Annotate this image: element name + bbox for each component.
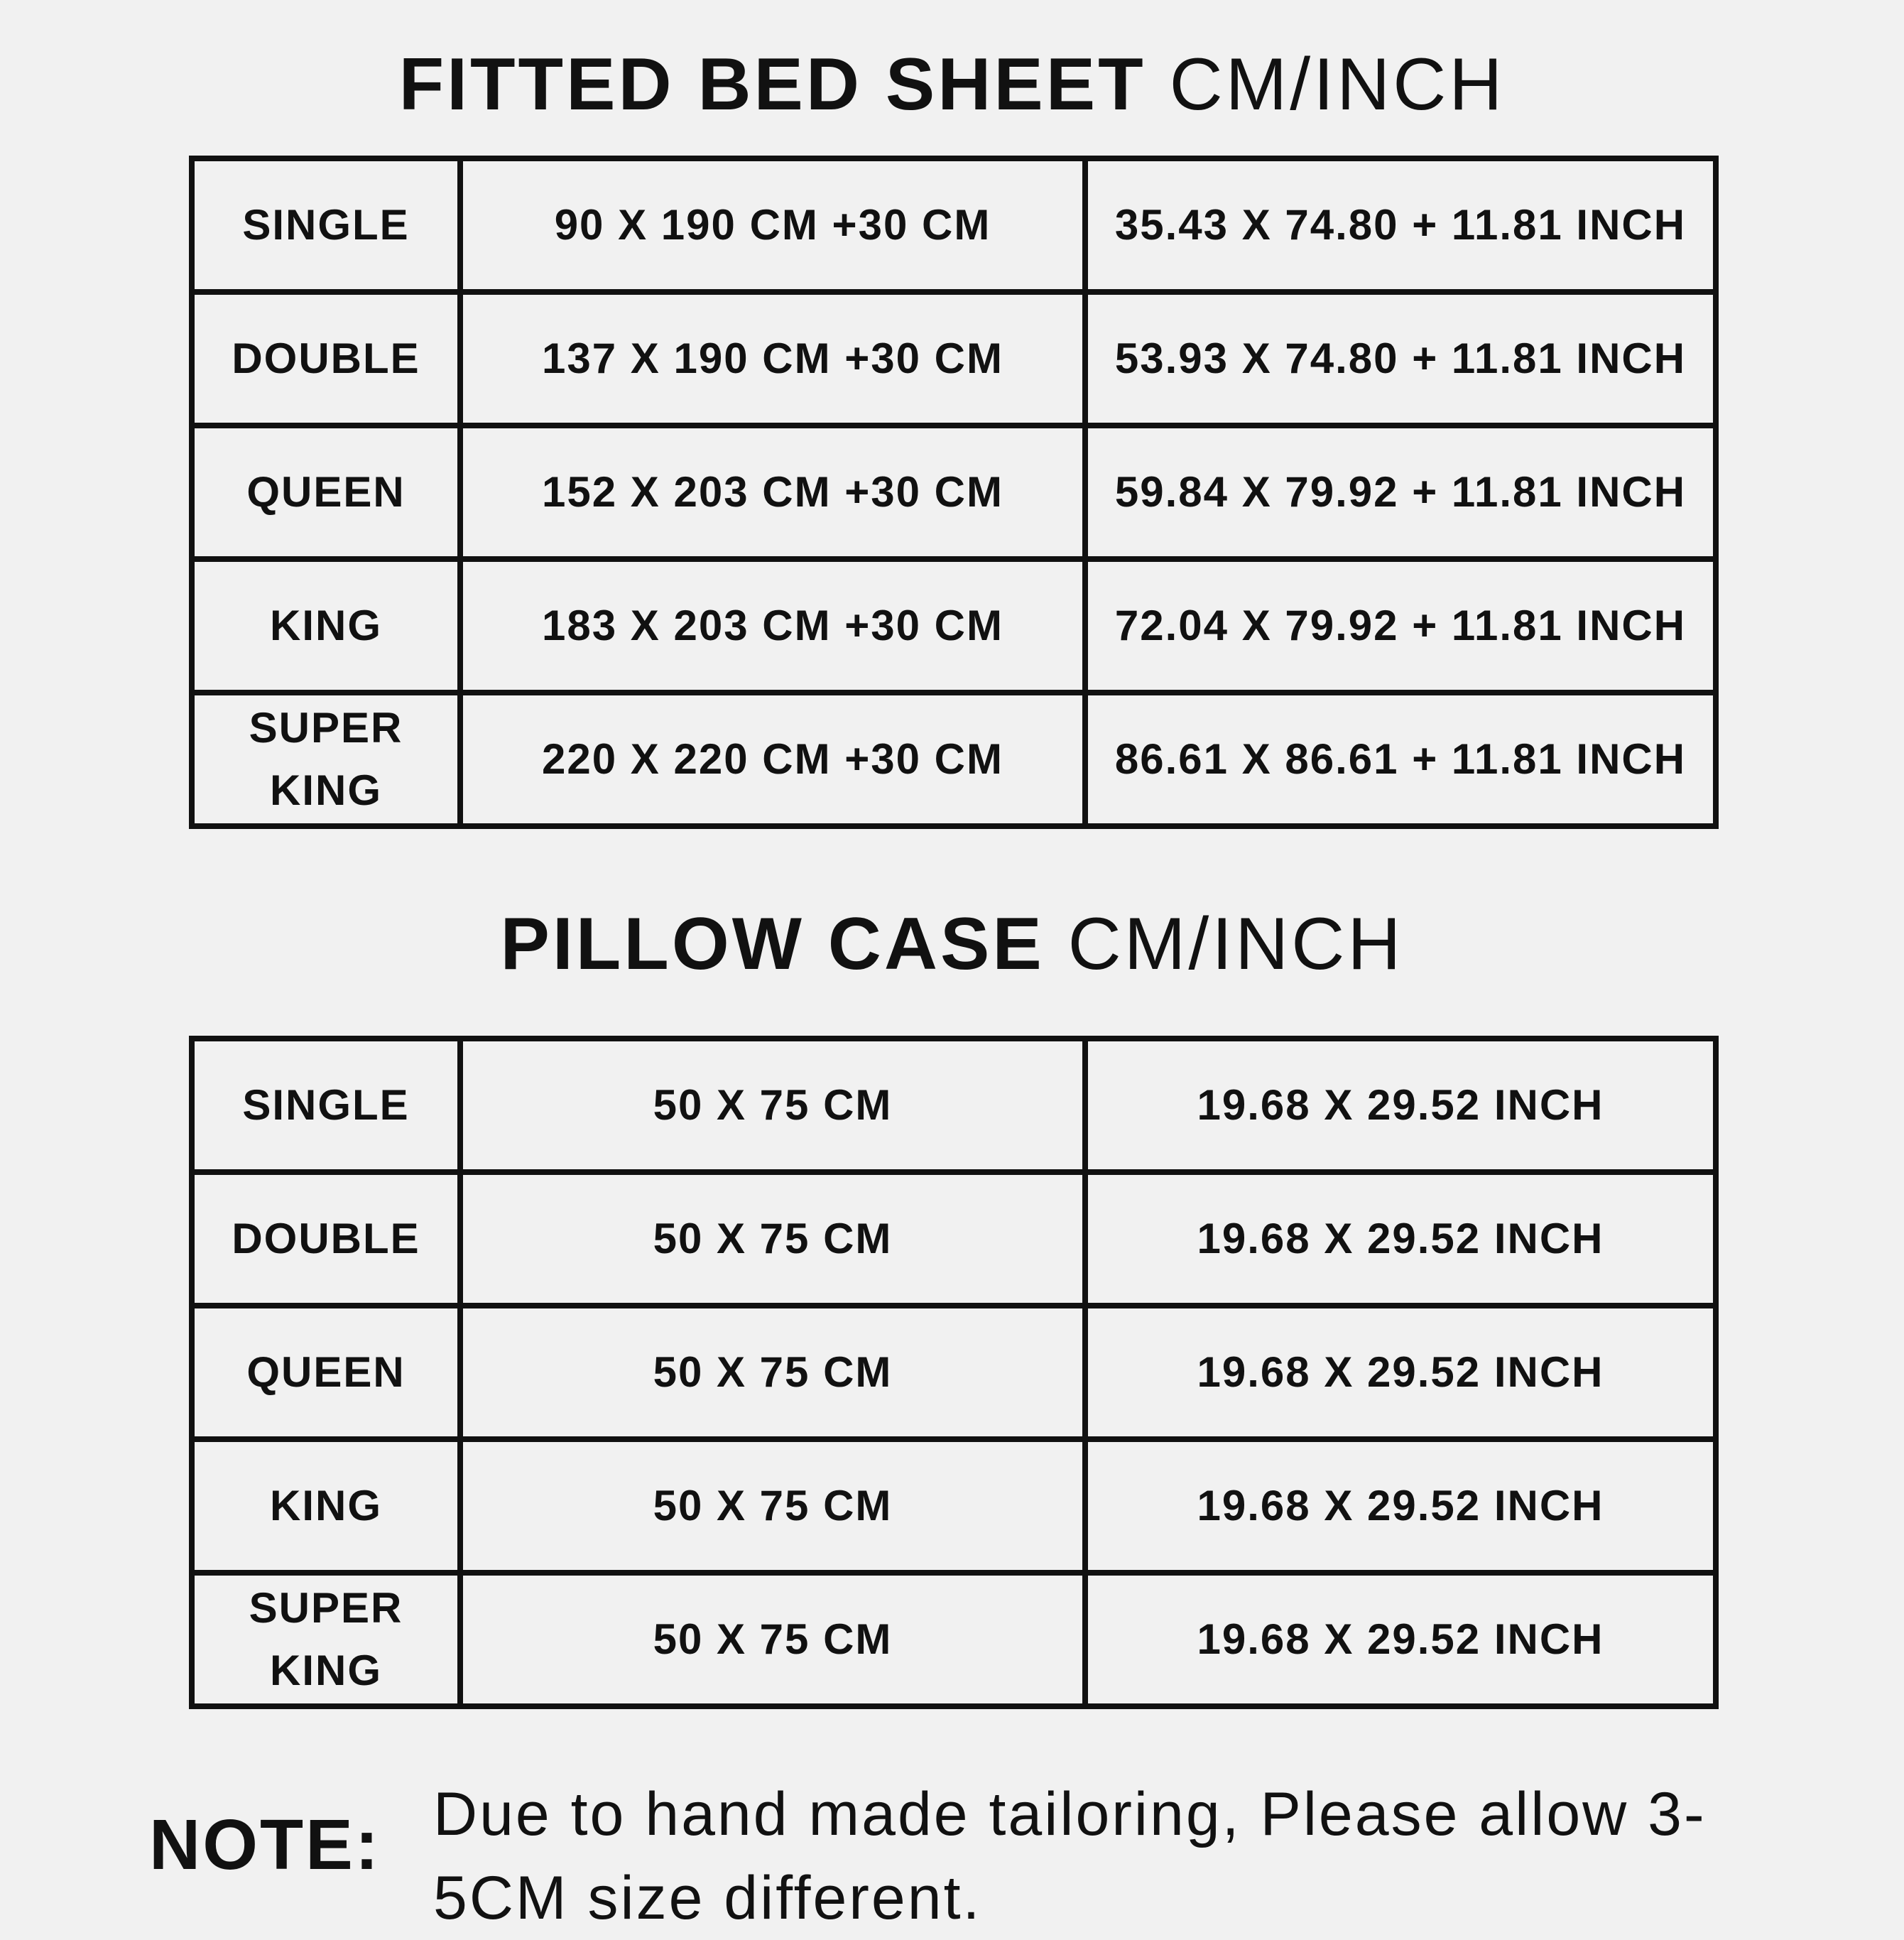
table-row	[192, 292, 1716, 426]
size-name-cell: SINGLE	[192, 158, 460, 292]
table-row	[192, 426, 1716, 559]
size-name-cell: DOUBLE	[192, 1172, 460, 1306]
cm-cell: 50 X 75 CM	[460, 1439, 1085, 1573]
cm-cell: 220 X 220 CM +30 CM	[460, 693, 1085, 826]
fitted-sheet-title-unit: CM/INCH	[1169, 43, 1506, 126]
inch-cell: 53.93 X 74.80 + 11.81 INCH	[1085, 292, 1716, 426]
cm-cell: 183 X 203 CM +30 CM	[460, 559, 1085, 693]
cm-cell: 50 X 75 CM	[460, 1172, 1085, 1306]
pillow-case-table	[189, 1036, 1719, 1709]
fitted-sheet-title-main: FITTED BED SHEET	[398, 43, 1146, 126]
cm-cell: 137 X 190 CM +30 CM	[460, 292, 1085, 426]
inch-cell: 19.68 X 29.52 INCH	[1085, 1439, 1716, 1573]
table-row	[192, 158, 1716, 292]
fitted-sheet-title	[0, 43, 1904, 127]
cm-cell: 50 X 75 CM	[460, 1039, 1085, 1172]
size-name-cell: QUEEN	[192, 426, 460, 559]
note-text: Due to hand made tailoring, Please allow 3-5CM size different.	[433, 1780, 1707, 1932]
inch-cell: 35.43 X 74.80 + 11.81 INCH	[1085, 158, 1716, 292]
inch-cell: 19.68 X 29.52 INCH	[1085, 1172, 1716, 1306]
size-name-cell: SINGLE	[192, 1039, 460, 1172]
fitted-sheet-table	[189, 156, 1719, 829]
inch-cell: 19.68 X 29.52 INCH	[1085, 1573, 1716, 1706]
cm-cell: 50 X 75 CM	[460, 1306, 1085, 1439]
size-name-cell: KING	[192, 1439, 460, 1573]
inch-cell: 72.04 X 79.92 + 11.81 INCH	[1085, 559, 1716, 693]
table-row	[192, 1039, 1716, 1172]
inch-cell: 19.68 X 29.52 INCH	[1085, 1306, 1716, 1439]
table-row	[192, 1573, 1716, 1706]
table-row	[192, 693, 1716, 826]
cm-cell: 50 X 75 CM	[460, 1573, 1085, 1706]
cm-cell: 152 X 203 CM +30 CM	[460, 426, 1085, 559]
table-row	[192, 559, 1716, 693]
size-name-cell: DOUBLE	[192, 292, 460, 426]
note-label: NOTE:	[149, 1805, 381, 1885]
pillow-case-title-unit: CM/INCH	[1067, 903, 1404, 985]
table-row	[192, 1439, 1716, 1573]
inch-cell: 59.84 X 79.92 + 11.81 INCH	[1085, 426, 1716, 559]
pillow-case-title	[0, 902, 1904, 987]
inch-cell: 86.61 X 86.61 + 11.81 INCH	[1085, 693, 1716, 826]
size-name-cell: QUEEN	[192, 1306, 460, 1439]
size-name-cell: KING	[192, 559, 460, 693]
size-name-cell: SUPER KING	[192, 1573, 460, 1706]
inch-cell: 19.68 X 29.52 INCH	[1085, 1039, 1716, 1172]
size-name-cell: SUPER KING	[192, 693, 460, 826]
cm-cell: 90 X 190 CM +30 CM	[460, 158, 1085, 292]
pillow-case-title-main: PILLOW CASE	[500, 903, 1045, 985]
table-row	[192, 1172, 1716, 1306]
table-row	[192, 1306, 1716, 1439]
